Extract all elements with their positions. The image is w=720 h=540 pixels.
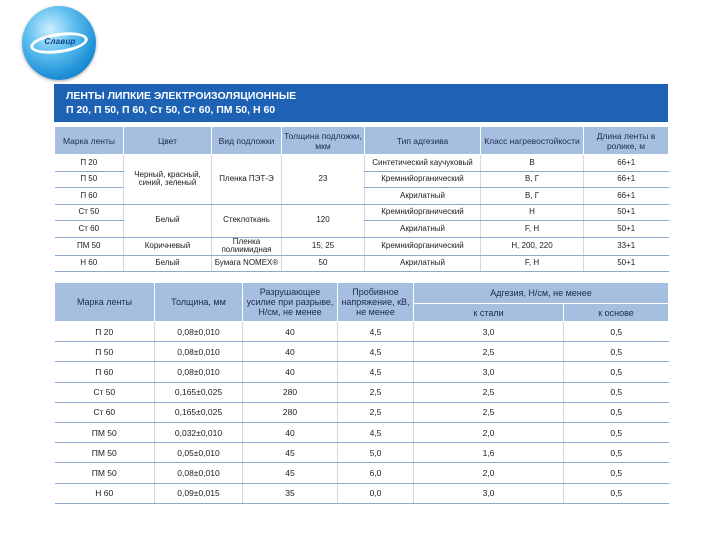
cell-color: Белый: [124, 204, 212, 237]
cell-thickness: 23: [282, 155, 365, 205]
cell-brand: Н 60: [55, 483, 155, 503]
company-logo: [22, 6, 96, 80]
cell-brand: Н 60: [55, 255, 124, 272]
cell-adhesive: Кремнийорганический: [365, 237, 481, 255]
col-header-breaking-force: Разрушающее усилие при разрыве, Н/см, не менее: [243, 283, 338, 322]
col-header-thickness: Толщина, мм: [155, 283, 243, 322]
table-row: [55, 255, 669, 272]
cell-adhesion-steel: 3,0: [414, 483, 564, 503]
cell-adhesion-steel: 1,6: [414, 443, 564, 463]
cell-color: Коричневый: [124, 237, 212, 255]
table-row: [55, 204, 669, 221]
cell-brand: ПМ 50: [55, 237, 124, 255]
cell-thickness: 0,08±0,010: [155, 362, 243, 382]
cell-adhesive: Акрилатный: [365, 221, 481, 238]
table-header-row: [55, 283, 669, 304]
col-header: Толщина подложки, мкм: [282, 127, 365, 155]
cell-brand: П 50: [55, 342, 155, 362]
cell-length: 66+1: [584, 155, 669, 172]
col-header-brand: Марка ленты: [55, 283, 155, 322]
cell-breakdown-voltage: 4,5: [338, 322, 414, 342]
table-row: [55, 155, 669, 172]
cell-adhesion-base: 0,5: [564, 382, 669, 402]
cell-brand: П 20: [55, 322, 155, 342]
cell-heat-class: В: [481, 155, 584, 172]
col-header: Марка ленты: [55, 127, 124, 155]
cell-adhesive: Акрилатный: [365, 188, 481, 205]
cell-brand: П 60: [55, 362, 155, 382]
cell-breakdown-voltage: 2,5: [338, 402, 414, 422]
cell-adhesion-steel: 2,5: [414, 342, 564, 362]
col-header-to-steel: к стали: [414, 304, 564, 322]
cell-color: Черный, красный, синий, зеленый: [124, 155, 212, 205]
title-banner: [54, 84, 668, 122]
cell-thickness: 15; 25: [282, 237, 365, 255]
cell-substrate: Стеклоткань: [212, 204, 282, 237]
cell-breakdown-voltage: 4,5: [338, 342, 414, 362]
tape-types-table: [54, 126, 669, 272]
cell-adhesion-base: 0,5: [564, 422, 669, 442]
cell-length: 50+1: [584, 221, 669, 238]
cell-thickness: 0,165±0,025: [155, 382, 243, 402]
cell-adhesive: Синтетический каучуковый: [365, 155, 481, 172]
cell-breaking-force: 45: [243, 463, 338, 483]
cell-heat-class: Н, 200, 220: [481, 237, 584, 255]
cell-adhesive: Акрилатный: [365, 255, 481, 272]
cell-breaking-force: 35: [243, 483, 338, 503]
cell-brand: ПМ 50: [55, 422, 155, 442]
cell-breaking-force: 40: [243, 362, 338, 382]
tape-properties-table: [54, 282, 669, 504]
cell-adhesion-base: 0,5: [564, 342, 669, 362]
cell-thickness: 50: [282, 255, 365, 272]
cell-breakdown-voltage: 2,5: [338, 382, 414, 402]
cell-thickness: 0,08±0,010: [155, 463, 243, 483]
col-header-adhesion: Адгезия, Н/см, не менее: [414, 283, 669, 304]
col-header: Длина ленты в ролике, м: [584, 127, 669, 155]
cell-adhesion-base: 0,5: [564, 463, 669, 483]
cell-brand: П 20: [55, 155, 124, 172]
col-header: Тип адгезива: [365, 127, 481, 155]
cell-breaking-force: 280: [243, 382, 338, 402]
cell-adhesion-steel: 2,5: [414, 402, 564, 422]
cell-heat-class: В, Г: [481, 171, 584, 188]
cell-length: 33+1: [584, 237, 669, 255]
cell-adhesion-base: 0,5: [564, 483, 669, 503]
cell-adhesion-base: 0,5: [564, 443, 669, 463]
cell-brand: Ст 50: [55, 204, 124, 221]
cell-thickness: 0,032±0,010: [155, 422, 243, 442]
cell-heat-class: Н: [481, 204, 584, 221]
cell-brand: П 50: [55, 171, 124, 188]
col-header-to-base: к основе: [564, 304, 669, 322]
cell-breaking-force: 45: [243, 443, 338, 463]
table-row: [55, 237, 669, 255]
col-header: Цвет: [124, 127, 212, 155]
table-row: [55, 382, 669, 402]
cell-substrate: Пленка полиимидная: [212, 237, 282, 255]
cell-breaking-force: 280: [243, 402, 338, 422]
table-row: [55, 483, 669, 503]
cell-brand: Ст 60: [55, 221, 124, 238]
cell-substrate: Бумага NOMEX®: [212, 255, 282, 272]
table-row: [55, 342, 669, 362]
table-row: [55, 463, 669, 483]
table-row: [55, 422, 669, 442]
cell-breakdown-voltage: 4,5: [338, 362, 414, 382]
table-header-row: [55, 127, 669, 155]
col-header-breakdown-voltage: Пробивное напряжение, кВ, не менее: [338, 283, 414, 322]
table-row: [55, 322, 669, 342]
cell-substrate: Пленка ПЭТ-Э: [212, 155, 282, 205]
banner-subtitle: П 20, П 50, П 60, Ст 50, Ст 60, ПМ 50, Н 60: [66, 104, 276, 116]
cell-breakdown-voltage: 4,5: [338, 422, 414, 442]
cell-brand: Ст 60: [55, 402, 155, 422]
cell-adhesion-steel: 2,5: [414, 382, 564, 402]
cell-length: 50+1: [584, 204, 669, 221]
cell-thickness: 0,08±0,010: [155, 322, 243, 342]
cell-adhesion-steel: 3,0: [414, 362, 564, 382]
banner-title: ЛЕНТЫ ЛИПКИЕ ЭЛЕКТРОИЗОЛЯЦИОННЫЕ: [66, 90, 297, 102]
cell-length: 50+1: [584, 255, 669, 272]
cell-breakdown-voltage: 6,0: [338, 463, 414, 483]
cell-breakdown-voltage: 0,0: [338, 483, 414, 503]
cell-adhesion-steel: 2,0: [414, 463, 564, 483]
table-row: [55, 402, 669, 422]
cell-brand: ПМ 50: [55, 463, 155, 483]
cell-adhesion-steel: 2,0: [414, 422, 564, 442]
cell-thickness: 0,08±0,010: [155, 342, 243, 362]
cell-adhesion-base: 0,5: [564, 362, 669, 382]
cell-thickness: 0,05±0,010: [155, 443, 243, 463]
cell-adhesive: Кремнийорганический: [365, 204, 481, 221]
cell-thickness: 120: [282, 204, 365, 237]
logo-text: Славир: [44, 37, 76, 46]
table-row: [55, 362, 669, 382]
cell-adhesive: Кремнийорганический: [365, 171, 481, 188]
cell-length: 66+1: [584, 171, 669, 188]
cell-breaking-force: 40: [243, 422, 338, 442]
cell-heat-class: F, H: [481, 221, 584, 238]
cell-heat-class: F, H: [481, 255, 584, 272]
cell-length: 66+1: [584, 188, 669, 205]
cell-adhesion-base: 0,5: [564, 402, 669, 422]
cell-thickness: 0,165±0,025: [155, 402, 243, 422]
cell-brand: ПМ 50: [55, 443, 155, 463]
cell-breaking-force: 40: [243, 342, 338, 362]
cell-thickness: 0,09±0,015: [155, 483, 243, 503]
cell-breakdown-voltage: 5,0: [338, 443, 414, 463]
cell-brand: П 60: [55, 188, 124, 205]
table-row: [55, 443, 669, 463]
cell-color: Белый: [124, 255, 212, 272]
cell-adhesion-steel: 3,0: [414, 322, 564, 342]
cell-breaking-force: 40: [243, 322, 338, 342]
cell-adhesion-base: 0,5: [564, 322, 669, 342]
cell-brand: Ст 50: [55, 382, 155, 402]
col-header: Вид подложки: [212, 127, 282, 155]
cell-heat-class: В, Г: [481, 188, 584, 205]
col-header: Класс нагревостойкости: [481, 127, 584, 155]
